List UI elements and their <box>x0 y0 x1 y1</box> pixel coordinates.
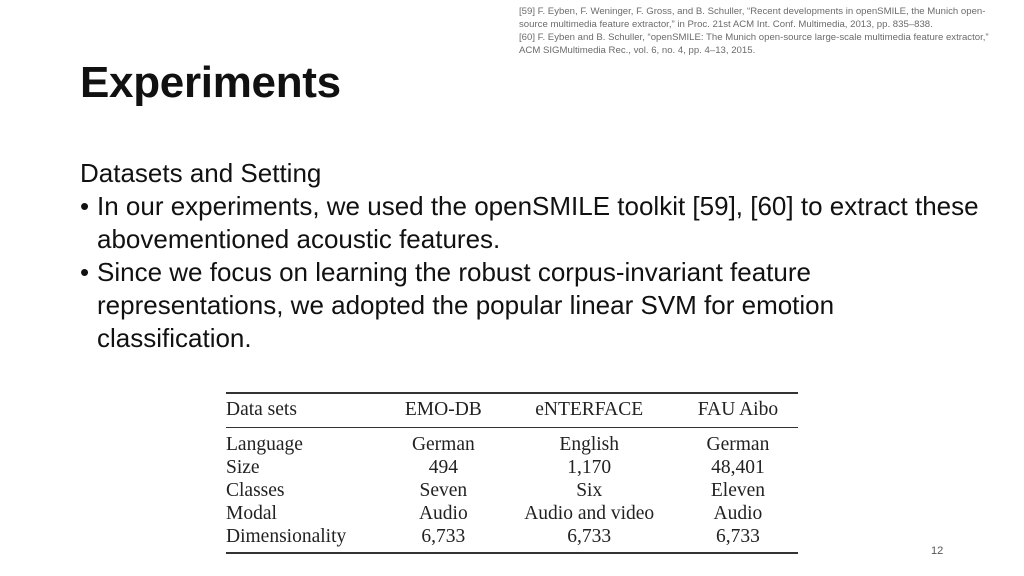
reference-60: [60] F. Eyben and B. Schuller, “openSMILE: The Munich open-source large-scale multimedia feature extractor,” ACM SIGMultimedia Rec., vol. 6, no. 4, pp. 4–13, 2015. <box>519 32 989 56</box>
table-cell: 1,170 <box>567 457 612 478</box>
bullet-item <box>80 190 980 256</box>
table-cell: Seven <box>419 480 468 501</box>
table-cell: German <box>411 434 475 455</box>
table-cell: 494 <box>428 457 458 478</box>
table-cell: Size <box>226 457 260 478</box>
table-row <box>226 456 798 479</box>
bullet-list <box>80 190 980 355</box>
bullet-item <box>80 256 980 355</box>
datasets-table <box>226 392 798 554</box>
table-cell: Audio <box>713 503 763 524</box>
section-subheading: Datasets and Setting <box>80 158 322 188</box>
table-header-row <box>226 393 798 428</box>
table-cell: Dimensionality <box>226 526 347 547</box>
column-header: EMO-DB <box>404 399 482 420</box>
table-cell: 6,733 <box>715 526 760 547</box>
table-cell: Six <box>576 480 603 501</box>
table-row <box>226 479 798 502</box>
table-cell: Eleven <box>710 480 765 501</box>
table-cell: 6,733 <box>567 526 612 547</box>
bullet-dot-icon: • <box>80 191 90 221</box>
column-header: eNTERFACE <box>535 399 644 420</box>
column-header: FAU Aibo <box>697 399 779 420</box>
table-cell: Language <box>226 434 303 455</box>
column-header: Data sets <box>226 399 297 420</box>
table-cell: Modal <box>226 503 277 524</box>
table-cell: German <box>706 434 770 455</box>
bullet-text: Since we focus on learning the robust corpus-invariant feature representations, we adopted the popular linear SVM for emotion classification. <box>97 257 835 353</box>
bullet-text: In our experiments, we used the openSMILE toolkit [59], [60] to extract these abovementioned acoustic features. <box>97 191 979 254</box>
table-cell: English <box>559 434 619 455</box>
slide-title: Experiments <box>80 58 341 107</box>
table-cell: 48,401 <box>711 457 765 478</box>
table-row <box>226 502 798 525</box>
table-row <box>226 428 798 457</box>
table-cell: Audio and video <box>524 503 655 524</box>
reference-59: [59] F. Eyben, F. Weninger, F. Gross, and B. Schuller, “Recent developments in openSMILE, the Munich open-source multimedia feature extractor,” in Proc. 21st ACM Int. Conf. Multimedia, 2013, pp. 835–838. <box>519 6 986 30</box>
references-block <box>519 5 1009 57</box>
slide-content <box>80 157 980 355</box>
table-row <box>226 525 798 553</box>
bullet-dot-icon: • <box>80 257 90 287</box>
table-cell: Classes <box>226 480 285 501</box>
table <box>226 392 798 554</box>
table-cell: 6,733 <box>421 526 466 547</box>
table-cell: Audio <box>418 503 468 524</box>
page-number: 12 <box>931 545 944 557</box>
